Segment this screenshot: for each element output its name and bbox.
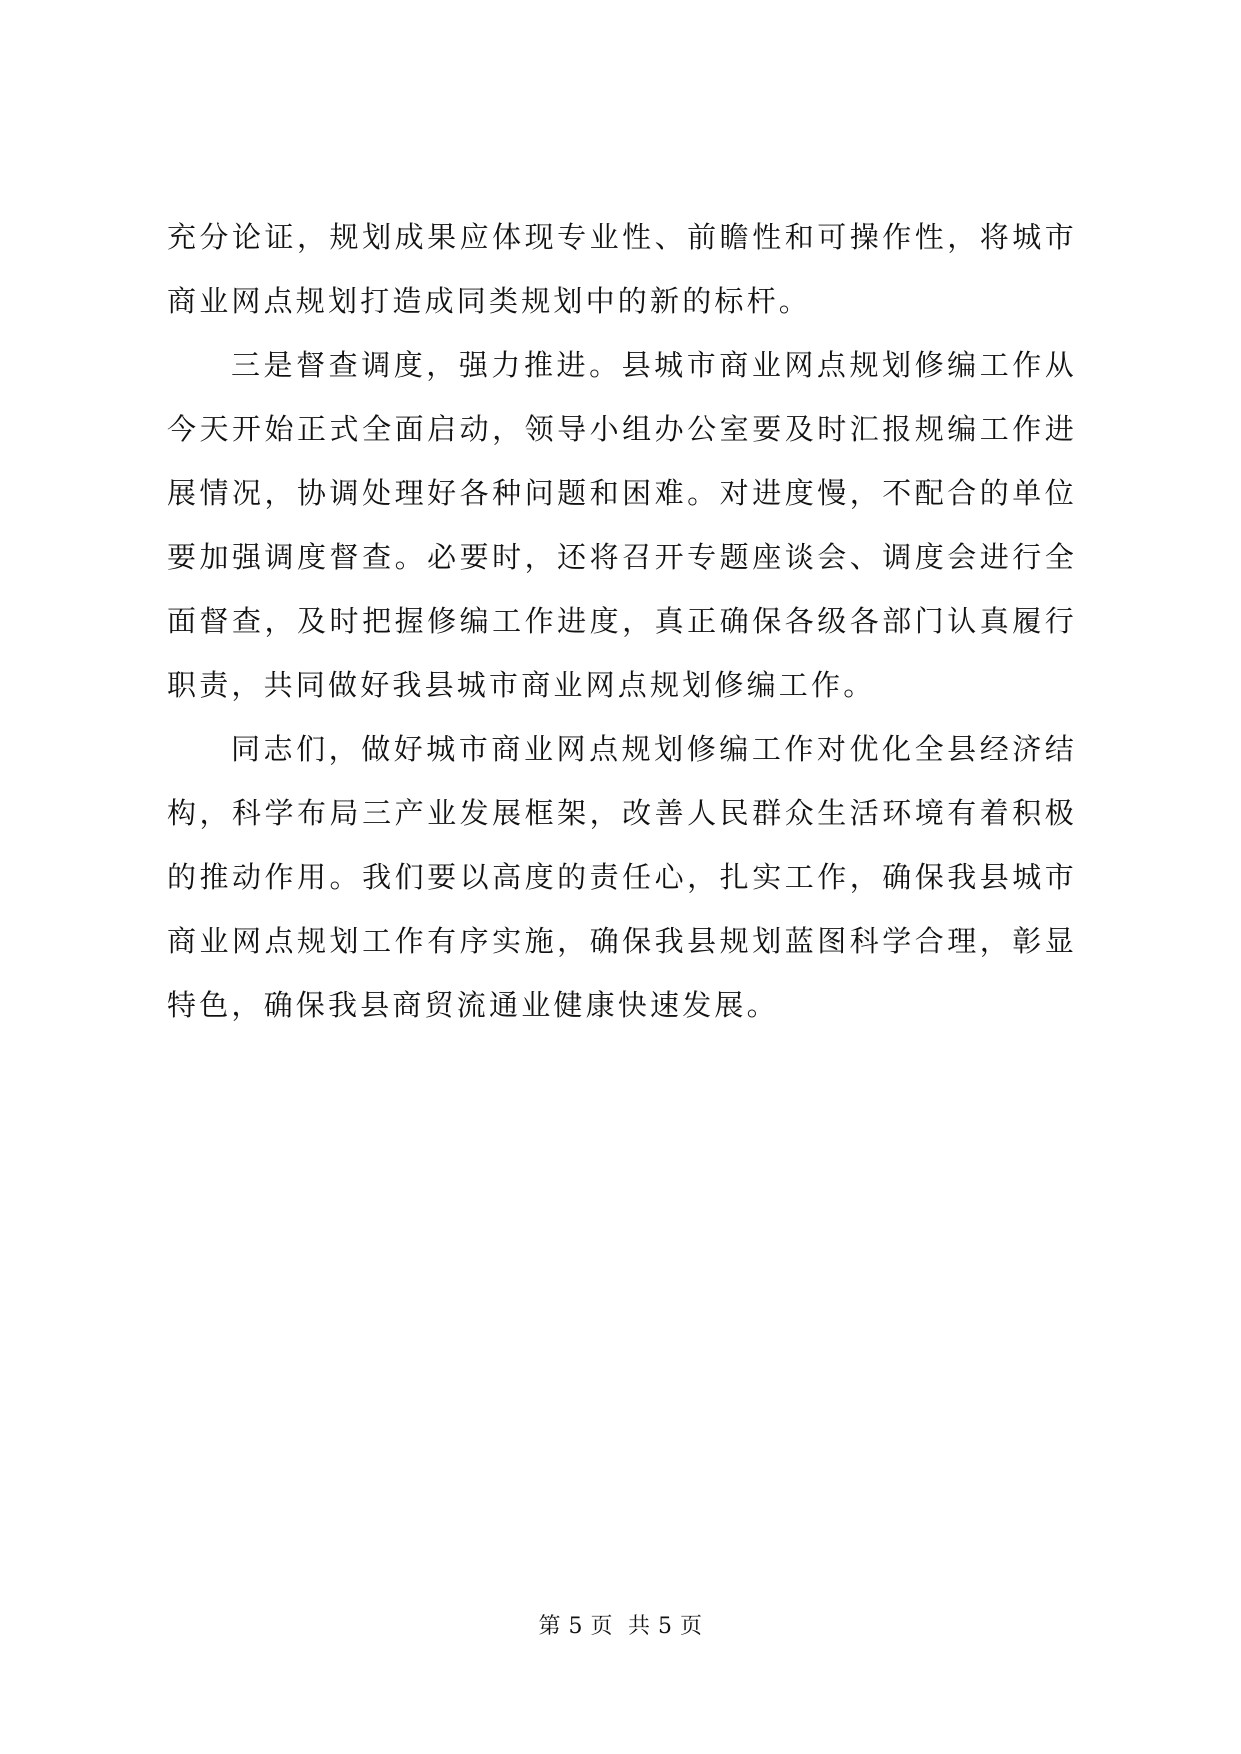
page-number-label: 第 5 页 共 5 页 xyxy=(538,1614,703,1639)
paragraph-continuation: 充分论证，规划成果应体现专业性、前瞻性和可操作性，将城市商业网点规划打造成同类规划中的新的标杆。 xyxy=(167,220,1077,318)
paragraph-closing: 同志们，做好城市商业网点规划修编工作对优化全县经济结构，科学布局三产业发展框架，改善人民群众生活环境有着积极的推动作用。我们要以高度的责任心，扎实工作，确保我县城市商业网点规划工作有序实施，确保我县规划蓝图科学合理，彰显特色，确保我县商贸流通业健康快速发展。 xyxy=(167,732,1077,1022)
paragraph-supervision: 三是督查调度，强力推进。县城市商业网点规划修编工作从今天开始正式全面启动，领导小组办公室要及时汇报规编工作进展情况，协调处理好各种问题和困难。对进度慢，不配合的单位要加强调度督查。必要时，还将召开专题座谈会、调度会进行全面督查，及时把握修编工作进度，真正确保各级各部门认真履行职责，共同做好我县城市商业网点规划修编工作。 xyxy=(167,348,1077,702)
page-footer xyxy=(0,1612,1241,1642)
document-body xyxy=(167,205,1077,1037)
